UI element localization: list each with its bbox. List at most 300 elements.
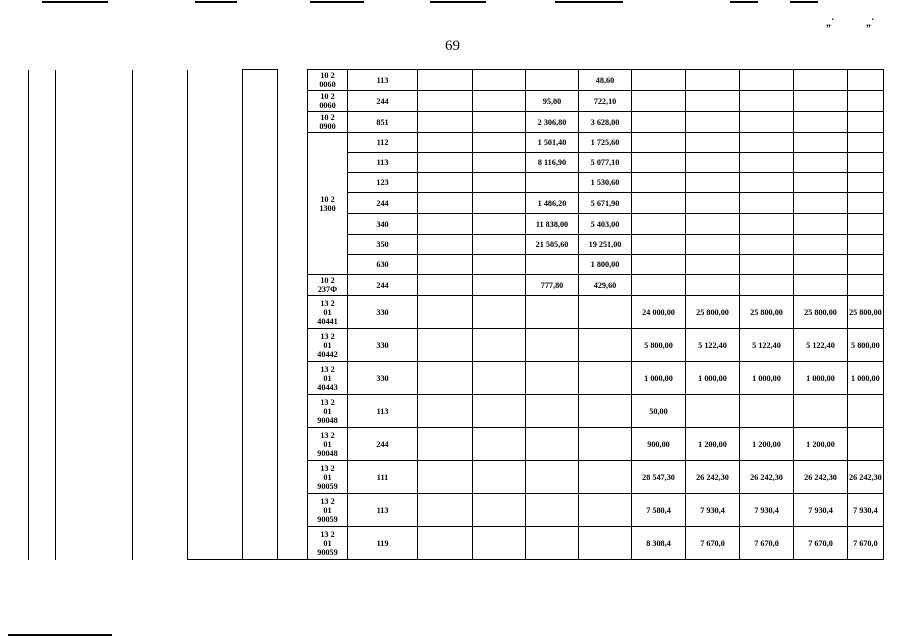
expense-type-code: 113 — [348, 70, 418, 91]
table-row — [29, 428, 884, 461]
empty-cell — [473, 70, 526, 91]
empty-cell — [29, 193, 56, 214]
program-code-line: 10 2 — [320, 113, 335, 122]
quote-mark-icon: „˙ — [826, 18, 835, 29]
empty-cell — [278, 362, 308, 395]
value-cell: 26 242,30 — [794, 461, 848, 494]
empty-cell — [473, 461, 526, 494]
value-cell — [632, 153, 686, 173]
expense-type-code: 330 — [348, 362, 418, 395]
program-code-line: 0060 — [319, 101, 336, 110]
empty-cell — [418, 255, 473, 275]
program-code-line: 90059 — [317, 547, 338, 557]
value-cell: 26 242,30 — [740, 461, 794, 494]
empty-cell — [188, 193, 243, 214]
value-cell — [740, 275, 794, 296]
empty-cell — [56, 329, 133, 362]
value-cell — [794, 275, 848, 296]
expense-type-code: 851 — [348, 112, 418, 133]
empty-cell — [56, 461, 133, 494]
value-cell: 26 242,30 — [686, 461, 740, 494]
program-code-line: 01 — [323, 307, 332, 317]
program-code — [308, 395, 348, 428]
empty-cell — [243, 91, 278, 112]
value-cell — [686, 395, 740, 428]
empty-cell — [243, 527, 278, 560]
program-code-line: 13 2 — [320, 430, 335, 440]
program-code — [308, 494, 348, 527]
program-code-line: 01 — [323, 505, 332, 515]
value-cell — [579, 461, 632, 494]
empty-cell — [188, 428, 243, 461]
program-code-line: 40443 — [317, 382, 338, 392]
value-cell — [579, 329, 632, 362]
value-cell — [579, 395, 632, 428]
empty-cell — [473, 494, 526, 527]
program-code-line: 0900 — [319, 122, 336, 131]
empty-cell — [243, 395, 278, 428]
empty-cell — [29, 235, 56, 255]
program-code — [308, 362, 348, 395]
empty-cell — [473, 255, 526, 275]
table-body — [29, 70, 884, 560]
empty-cell — [29, 395, 56, 428]
empty-cell — [133, 214, 188, 235]
value-cell — [686, 235, 740, 255]
empty-cell — [473, 173, 526, 193]
value-cell — [526, 428, 579, 461]
value-cell: 722,10 — [579, 91, 632, 112]
empty-cell — [29, 275, 56, 296]
empty-cell — [473, 235, 526, 255]
value-cell — [848, 91, 884, 112]
value-cell — [794, 133, 848, 153]
program-code-line: 10 2 — [320, 71, 335, 80]
empty-cell — [473, 428, 526, 461]
empty-cell — [188, 494, 243, 527]
value-cell — [740, 214, 794, 235]
program-code — [308, 70, 348, 91]
table-row — [29, 362, 884, 395]
value-cell: 19 251,00 — [579, 235, 632, 255]
value-cell: 50,00 — [632, 395, 686, 428]
value-cell — [632, 193, 686, 214]
table-row — [29, 255, 884, 275]
empty-cell — [133, 362, 188, 395]
header-rule — [555, 1, 623, 3]
value-cell: 5 403,00 — [579, 214, 632, 235]
empty-cell — [56, 494, 133, 527]
table-row — [29, 296, 884, 329]
value-cell — [794, 91, 848, 112]
program-code-line: 01 — [323, 472, 332, 482]
value-cell — [632, 214, 686, 235]
value-cell — [526, 527, 579, 560]
value-cell — [794, 255, 848, 275]
empty-cell — [473, 133, 526, 153]
empty-cell — [29, 428, 56, 461]
value-cell: 1 000,00 — [740, 362, 794, 395]
empty-cell — [278, 461, 308, 494]
empty-cell — [473, 362, 526, 395]
empty-cell — [133, 395, 188, 428]
value-cell — [848, 173, 884, 193]
empty-cell — [418, 296, 473, 329]
value-cell — [526, 362, 579, 395]
empty-cell — [56, 214, 133, 235]
empty-cell — [133, 91, 188, 112]
empty-cell — [188, 296, 243, 329]
empty-cell — [473, 296, 526, 329]
empty-cell — [278, 112, 308, 133]
program-code-line: 10 2 — [320, 194, 335, 204]
value-cell: 7 670,0 — [848, 527, 884, 560]
empty-cell — [56, 395, 133, 428]
value-cell: 26 242,30 — [848, 461, 884, 494]
empty-cell — [188, 153, 243, 173]
empty-cell — [418, 461, 473, 494]
empty-cell — [243, 235, 278, 255]
footnote-rule — [8, 634, 112, 636]
expense-type-code: 112 — [348, 133, 418, 153]
expense-type-code: 330 — [348, 296, 418, 329]
value-cell — [740, 395, 794, 428]
empty-cell — [473, 214, 526, 235]
value-cell: 900,00 — [632, 428, 686, 461]
empty-cell — [29, 214, 56, 235]
value-cell: 8 116,90 — [526, 153, 579, 173]
table-row — [29, 70, 884, 91]
empty-cell — [29, 255, 56, 275]
value-cell: 1 800,00 — [579, 255, 632, 275]
value-cell: 25 800,00 — [686, 296, 740, 329]
empty-cell — [133, 153, 188, 173]
value-cell — [632, 235, 686, 255]
empty-cell — [56, 235, 133, 255]
table-row — [29, 494, 884, 527]
empty-cell — [278, 153, 308, 173]
header-rule — [790, 1, 818, 3]
value-cell — [526, 395, 579, 428]
empty-cell — [473, 395, 526, 428]
empty-cell — [56, 275, 133, 296]
value-cell — [848, 395, 884, 428]
empty-cell — [418, 91, 473, 112]
empty-cell — [418, 193, 473, 214]
program-code-line: 90059 — [317, 514, 338, 524]
expense-type-code: 244 — [348, 275, 418, 296]
empty-cell — [188, 527, 243, 560]
program-code — [308, 296, 348, 329]
empty-cell — [188, 112, 243, 133]
table-row — [29, 91, 884, 112]
value-cell — [848, 112, 884, 133]
value-cell — [794, 153, 848, 173]
empty-cell — [243, 112, 278, 133]
empty-cell — [243, 296, 278, 329]
value-cell — [740, 133, 794, 153]
empty-cell — [278, 133, 308, 153]
value-cell — [579, 494, 632, 527]
table-row — [29, 461, 884, 494]
value-cell — [848, 193, 884, 214]
value-cell — [632, 275, 686, 296]
program-code — [308, 329, 348, 362]
value-cell — [686, 193, 740, 214]
empty-cell — [243, 214, 278, 235]
empty-cell — [133, 235, 188, 255]
empty-cell — [278, 255, 308, 275]
value-cell: 7 930,4 — [686, 494, 740, 527]
table-row — [29, 275, 884, 296]
value-cell: 5 077,10 — [579, 153, 632, 173]
table-row — [29, 153, 884, 173]
table-row — [29, 193, 884, 214]
value-cell: 1 000,00 — [632, 362, 686, 395]
empty-cell — [278, 173, 308, 193]
value-cell — [686, 214, 740, 235]
empty-cell — [243, 275, 278, 296]
empty-cell — [56, 91, 133, 112]
value-cell — [794, 235, 848, 255]
value-cell — [579, 527, 632, 560]
program-code-line: 01 — [323, 406, 332, 416]
expense-type-code: 123 — [348, 173, 418, 193]
empty-cell — [56, 362, 133, 395]
empty-cell — [188, 255, 243, 275]
empty-cell — [278, 91, 308, 112]
value-cell: 1 725,60 — [579, 133, 632, 153]
empty-cell — [56, 296, 133, 329]
value-cell: 1 200,00 — [686, 428, 740, 461]
empty-cell — [243, 133, 278, 153]
value-cell: 24 000,00 — [632, 296, 686, 329]
empty-cell — [243, 428, 278, 461]
value-cell — [579, 296, 632, 329]
value-cell — [686, 173, 740, 193]
empty-cell — [133, 193, 188, 214]
program-code-line: 10 2 — [320, 276, 335, 285]
value-cell — [632, 173, 686, 193]
value-cell — [848, 275, 884, 296]
empty-cell — [188, 235, 243, 255]
value-cell — [740, 173, 794, 193]
value-cell: 5 800,00 — [632, 329, 686, 362]
empty-cell — [243, 494, 278, 527]
empty-cell — [29, 461, 56, 494]
value-cell — [848, 214, 884, 235]
empty-cell — [29, 296, 56, 329]
empty-cell — [418, 395, 473, 428]
value-cell — [848, 428, 884, 461]
value-cell — [686, 91, 740, 112]
value-cell: 3 628,00 — [579, 112, 632, 133]
empty-cell — [278, 235, 308, 255]
empty-cell — [56, 133, 133, 153]
empty-cell — [133, 112, 188, 133]
empty-cell — [29, 527, 56, 560]
empty-cell — [473, 275, 526, 296]
value-cell: 8 308,4 — [632, 527, 686, 560]
empty-cell — [278, 527, 308, 560]
program-code-line: 40441 — [317, 316, 338, 326]
empty-cell — [418, 329, 473, 362]
empty-cell — [29, 70, 56, 91]
empty-cell — [418, 133, 473, 153]
value-cell — [632, 255, 686, 275]
value-cell: 7 670,0 — [686, 527, 740, 560]
value-cell — [526, 255, 579, 275]
table-row — [29, 214, 884, 235]
program-code-line: 01 — [323, 340, 332, 350]
empty-cell — [133, 527, 188, 560]
empty-cell — [418, 494, 473, 527]
value-cell — [632, 70, 686, 91]
empty-cell — [133, 70, 188, 91]
value-cell: 5 800,00 — [848, 329, 884, 362]
empty-cell — [188, 70, 243, 91]
expense-type-code: 350 — [348, 235, 418, 255]
program-code-line: 13 2 — [320, 397, 335, 407]
program-code — [308, 275, 348, 296]
empty-cell — [473, 527, 526, 560]
empty-cell — [418, 153, 473, 173]
value-cell — [526, 70, 579, 91]
empty-cell — [188, 275, 243, 296]
empty-cell — [29, 494, 56, 527]
program-code — [308, 428, 348, 461]
empty-cell — [473, 329, 526, 362]
empty-cell — [56, 112, 133, 133]
expense-type-code: 340 — [348, 214, 418, 235]
program-code-line: 01 — [323, 373, 332, 383]
empty-cell — [243, 153, 278, 173]
program-code-line: 13 2 — [320, 298, 335, 308]
empty-cell — [56, 527, 133, 560]
value-cell — [526, 329, 579, 362]
header-rule — [310, 1, 364, 3]
empty-cell — [473, 112, 526, 133]
empty-cell — [243, 255, 278, 275]
program-code-line: 01 — [323, 538, 332, 548]
empty-cell — [133, 329, 188, 362]
value-cell: 1 200,00 — [794, 428, 848, 461]
table-row — [29, 112, 884, 133]
value-cell — [794, 193, 848, 214]
value-cell — [740, 153, 794, 173]
empty-cell — [188, 395, 243, 428]
empty-cell — [418, 173, 473, 193]
empty-cell — [243, 70, 278, 91]
empty-cell — [278, 329, 308, 362]
table-row — [29, 395, 884, 428]
value-cell — [740, 70, 794, 91]
empty-cell — [188, 461, 243, 494]
program-code — [308, 91, 348, 112]
value-cell — [526, 173, 579, 193]
empty-cell — [188, 362, 243, 395]
empty-cell — [473, 193, 526, 214]
empty-cell — [133, 296, 188, 329]
table-row — [29, 235, 884, 255]
empty-cell — [418, 275, 473, 296]
value-cell — [848, 70, 884, 91]
value-cell — [686, 255, 740, 275]
header-rule — [730, 1, 758, 3]
value-cell: 7 670,0 — [740, 527, 794, 560]
value-cell — [686, 275, 740, 296]
empty-cell — [278, 70, 308, 91]
program-code-line: 13 2 — [320, 463, 335, 473]
value-cell: 5 122,40 — [740, 329, 794, 362]
program-code — [308, 133, 348, 275]
expense-type-code: 244 — [348, 193, 418, 214]
program-code-line: 90059 — [317, 481, 338, 491]
program-code-line: 90048 — [317, 448, 338, 458]
value-cell: 7 930,4 — [848, 494, 884, 527]
value-cell — [740, 235, 794, 255]
empty-cell — [278, 494, 308, 527]
empty-cell — [243, 329, 278, 362]
empty-cell — [243, 193, 278, 214]
value-cell: 1 486,20 — [526, 193, 579, 214]
value-cell: 25 800,00 — [848, 296, 884, 329]
empty-cell — [418, 214, 473, 235]
empty-cell — [418, 70, 473, 91]
expense-type-code: 119 — [348, 527, 418, 560]
empty-cell — [278, 428, 308, 461]
value-cell — [740, 255, 794, 275]
value-cell: 48,60 — [579, 70, 632, 91]
program-code-line: 90048 — [317, 415, 338, 425]
program-code-line: 13 2 — [320, 529, 335, 539]
empty-cell — [56, 173, 133, 193]
header-rule — [430, 1, 486, 3]
value-cell — [686, 153, 740, 173]
value-cell: 7 580,4 — [632, 494, 686, 527]
value-cell — [579, 428, 632, 461]
value-cell: 7 670,0 — [794, 527, 848, 560]
header-rule — [195, 1, 237, 3]
value-cell — [848, 153, 884, 173]
empty-cell — [133, 428, 188, 461]
empty-cell — [278, 296, 308, 329]
quote-mark-icon: „˙ — [866, 18, 875, 29]
empty-cell — [188, 91, 243, 112]
value-cell — [794, 70, 848, 91]
program-code-line: 13 2 — [320, 331, 335, 341]
empty-cell — [418, 362, 473, 395]
value-cell: 25 800,00 — [740, 296, 794, 329]
program-code-line: 01 — [323, 439, 332, 449]
empty-cell — [188, 173, 243, 193]
empty-cell — [278, 214, 308, 235]
value-cell: 7 930,4 — [740, 494, 794, 527]
empty-cell — [278, 275, 308, 296]
empty-cell — [29, 153, 56, 173]
value-cell — [526, 461, 579, 494]
header-rule — [42, 1, 108, 3]
value-cell — [794, 173, 848, 193]
empty-cell — [29, 329, 56, 362]
empty-cell — [188, 133, 243, 153]
page-number: 69 — [445, 38, 460, 54]
value-cell: 1 530,60 — [579, 173, 632, 193]
value-cell: 5 122,40 — [686, 329, 740, 362]
table-row — [29, 527, 884, 560]
value-cell: 11 838,00 — [526, 214, 579, 235]
value-cell — [632, 91, 686, 112]
